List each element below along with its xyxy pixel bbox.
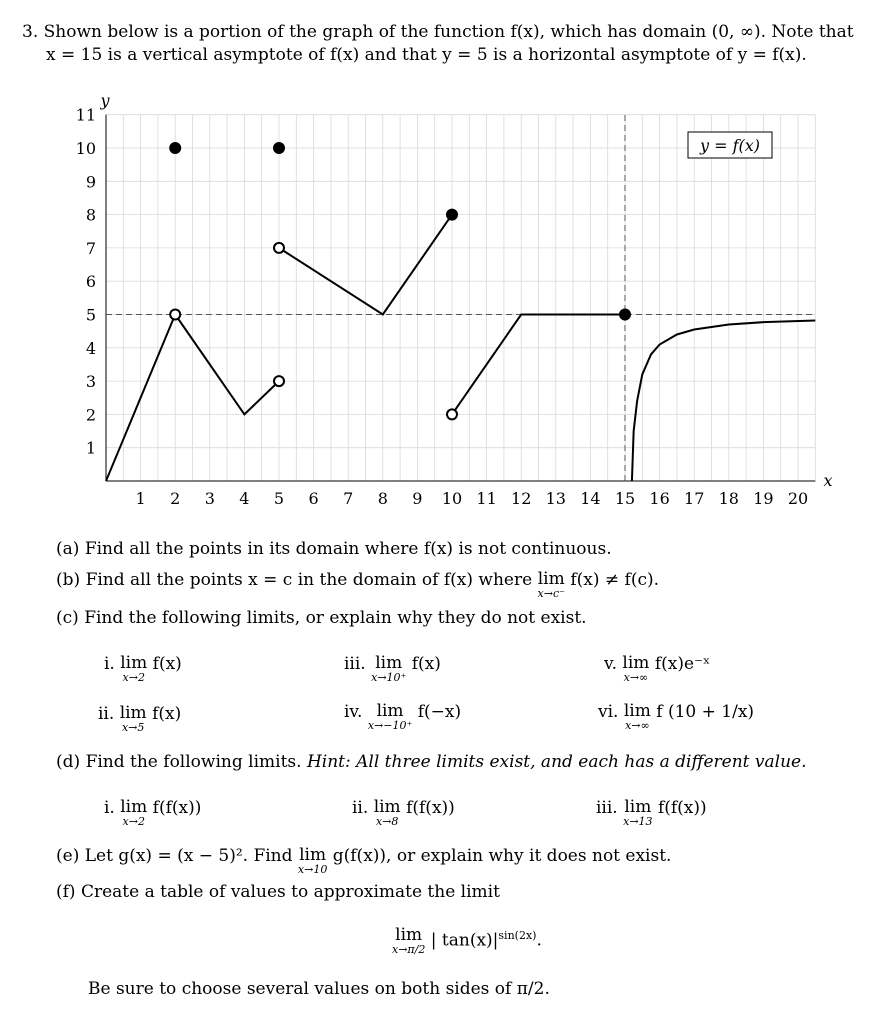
x-tick-label: 2 <box>170 489 181 508</box>
filled-point <box>170 143 181 154</box>
x-tick-label: 7 <box>343 489 354 508</box>
x-tick-label: 9 <box>412 489 423 508</box>
limit-b: lim x→c⁻ <box>537 569 565 600</box>
y-tick-label: 7 <box>85 238 96 258</box>
y-tick-label: 11 <box>75 105 96 125</box>
y-tick-label: 5 <box>85 305 96 325</box>
problem-number: 3. <box>22 22 39 42</box>
problem-intro-line2: x = 15 is a vertical asymptote of f(x) and that y = 5 is a horizontal asymptote of y = f(x). <box>46 45 807 65</box>
part-a: (a) Find all the points in its domain where f(x) is not continuous. <box>56 539 612 559</box>
x-tick-label: 5 <box>273 489 285 508</box>
legend-label: y = f(x) <box>699 136 761 155</box>
filled-point <box>620 309 631 320</box>
y-tick-label: 9 <box>85 172 96 192</box>
c-item-iv: iv. lim x→−10⁺ f(−x) <box>344 701 462 732</box>
x-tick-label: 14 <box>580 489 601 508</box>
y-tick-label: 10 <box>75 139 96 158</box>
x-tick-label: 8 <box>377 489 388 508</box>
x-tick-label: 10 <box>441 489 463 508</box>
part-b: (b) Find all the points x = c in the domain of f(x) where lim x→c⁻ f(x) ≠ f(c). <box>56 569 660 600</box>
open-point <box>274 243 284 253</box>
x-axis-label: x <box>823 471 833 490</box>
d-item-ii: ii. lim x→8 f(f(x)) <box>352 797 455 828</box>
part-e: (e) Let g(x) = (x − 5)². Find lim x→10 g(f(x)), or explain why it does not exist. <box>56 845 672 876</box>
part-f: (f) Create a table of values to approximate the limit <box>56 882 500 902</box>
x-tick-label: 13 <box>545 489 566 508</box>
x-tick-label: 4 <box>239 489 250 508</box>
x-tick-label: 3 <box>204 489 215 508</box>
x-tick-label: 18 <box>718 489 739 508</box>
x-tick-label: 20 <box>787 489 809 508</box>
x-tick-label: 6 <box>308 489 319 508</box>
filled-point <box>274 143 285 154</box>
c-item-ii: ii. lim x→5 f(x) <box>98 703 182 734</box>
y-axis-label: y <box>100 91 110 110</box>
y-tick-label: 4 <box>85 338 96 358</box>
x-tick-label: 11 <box>476 489 497 508</box>
c-item-iii: iii. lim x→10⁺ f(x) <box>344 653 441 684</box>
x-tick-label: 12 <box>511 489 532 508</box>
y-tick-label: 3 <box>85 372 96 392</box>
y-tick-label: 1 <box>85 438 96 458</box>
y-tick-label: 2 <box>85 405 96 425</box>
c-item-vi: vi. lim x→∞ f (10 + 1/x) <box>598 701 755 732</box>
x-tick-label: 19 <box>753 489 774 508</box>
part-c: (c) Find the following limits, or explain why they do not exist. <box>56 608 587 628</box>
y-tick-label: 6 <box>85 272 96 292</box>
x-tick-label: 1 <box>135 489 146 508</box>
c-item-i: i. lim x→2 f(x) <box>104 653 182 684</box>
f-limit: lim x→π/2 | $\tan(x)|^{sin(2x)}$. <box>392 925 542 956</box>
c-item-v: v. lim x→∞ f(x)e⁻ˣ <box>604 653 711 684</box>
part-d: (d) Find the following limits. Hint: All three limits exist, and each has a different value. <box>56 752 807 772</box>
x-tick-label: 17 <box>684 489 705 508</box>
open-point <box>447 409 457 419</box>
open-point <box>274 376 284 386</box>
x-tick-label: 16 <box>649 489 670 508</box>
filled-point <box>447 209 458 220</box>
open-point <box>170 310 180 320</box>
x-tick-label: 15 <box>614 489 636 508</box>
f-closing: Be sure to choose several values on both sides of π/2. <box>88 979 550 999</box>
d-item-iii: iii. lim x→13 f(f(x)) <box>596 797 707 828</box>
problem-intro-line1: 3. Shown below is a portion of the graph of the function f(x), which has domain (0, ∞). Note that <box>22 22 854 42</box>
d-item-i: i. lim x→2 f(f(x)) <box>104 797 202 828</box>
y-tick-label: 8 <box>85 205 96 225</box>
